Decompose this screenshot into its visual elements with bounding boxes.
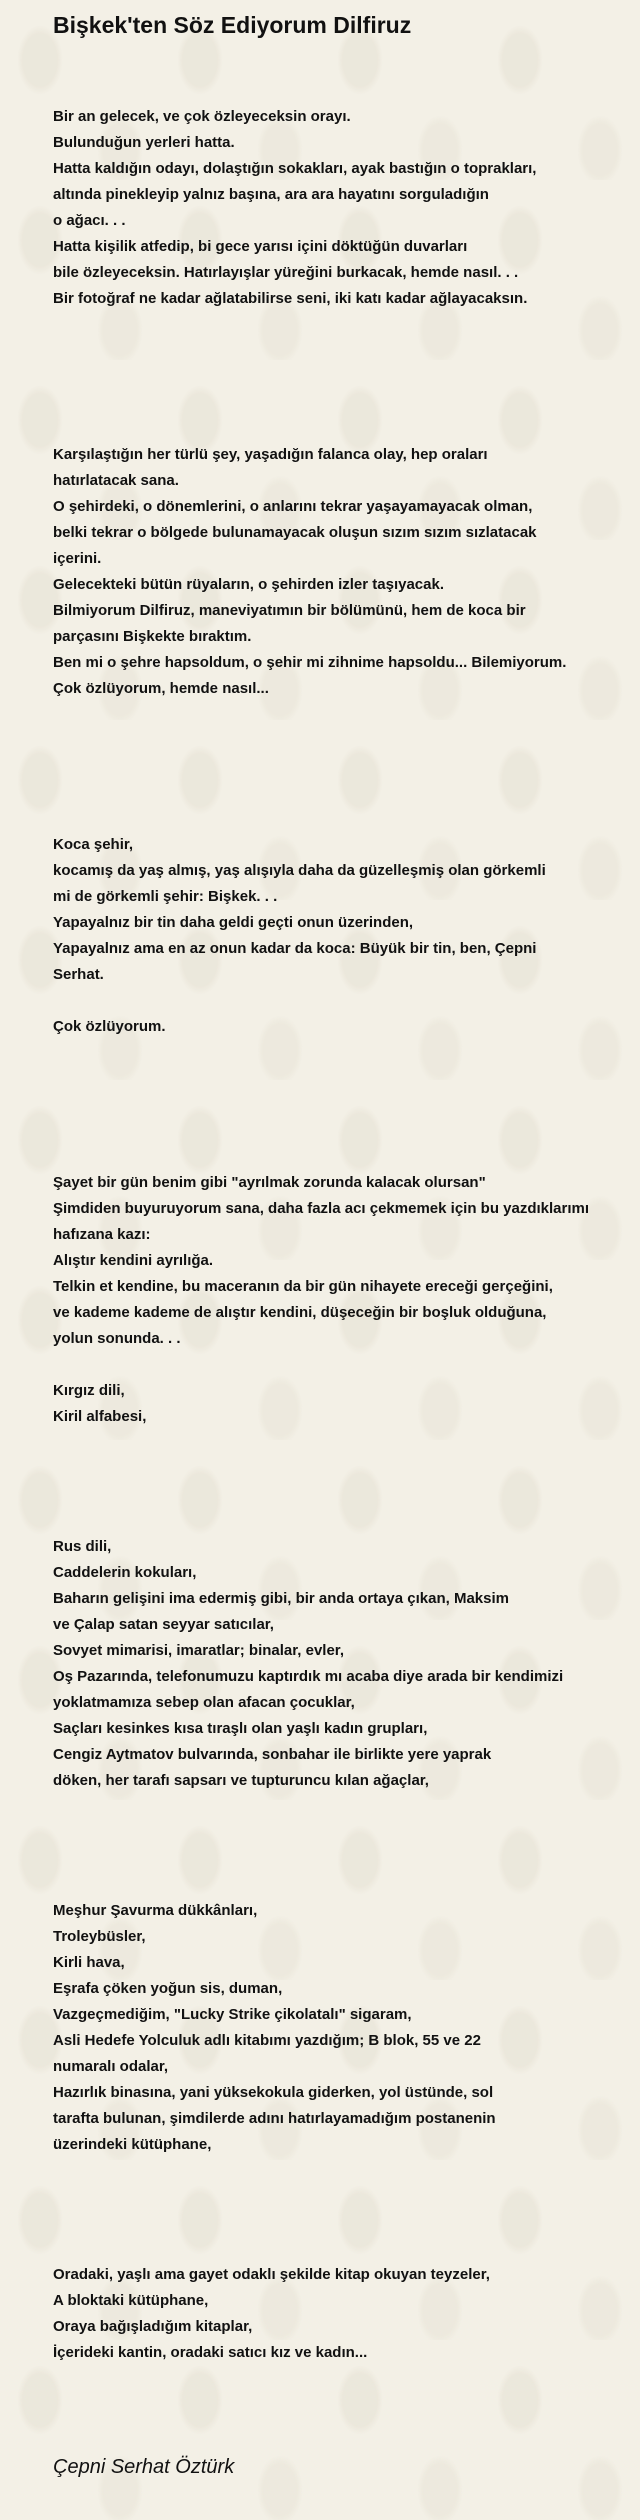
stanza-gap <box>53 1144 633 1170</box>
poem-line: yoklatmamıza sebep olan afacan çocuklar, <box>53 1694 355 1711</box>
stanza-gap <box>53 364 633 390</box>
stanza-gap <box>53 2210 633 2236</box>
poem-line: numaralı odalar, <box>53 2058 169 2075</box>
poem-line: İçerideki kantin, oradaki satıcı kız ve kadın... <box>53 2344 368 2361</box>
stanza-gap <box>53 2158 633 2184</box>
poem-line: Ben mi o şehre hapsoldum, o şehir mi zihnime hapsoldu... Bilemiyorum. <box>53 654 567 671</box>
stanza-gap <box>53 416 633 442</box>
poem-line: Şayet bir gün benim gibi "ayrılmak zorunda kalacak olursan" <box>53 1174 486 1191</box>
poem-line: kocamış da yaş almış, yaş alışıyla daha da güzelleşmiş olan görkemli <box>53 862 546 879</box>
poem-line: parçasını Bişkekte bıraktım. <box>53 628 252 645</box>
poem-line: Cengiz Aytmatov bulvarında, sonbahar ile birlikte yere yaprak <box>53 1746 492 1763</box>
poem-line: Alıştır kendini ayrılığa. <box>53 1252 214 1269</box>
stanza-gap <box>53 1430 633 1456</box>
stanza-gap <box>53 754 633 780</box>
stanza-gap <box>53 728 633 754</box>
poem-line: bile özleyeceksin. Hatırlayışlar yüreğini burkacak, hemde nasıl. . . <box>53 264 519 281</box>
stanza-gap <box>53 1820 633 1846</box>
poem-line: ve Çalap satan seyyar satıcılar, <box>53 1616 274 1633</box>
stanza-gap <box>53 1118 633 1144</box>
poem-line: Yapayalnız ama en az onun kadar da koca: Büyük bir tin, ben, Çepni <box>53 940 537 957</box>
poem-line: Eşrafa çöken yoğun sis, duman, <box>53 1980 283 1997</box>
stanza-gap <box>53 1040 633 1066</box>
stanza-gap <box>53 1482 633 1508</box>
poem-author: Çepni Serhat Öztürk <box>53 2456 235 2478</box>
stanza-gap <box>53 1092 633 1118</box>
poem-line: Hazırlık binasına, yani yüksekokula giderken, yol üstünde, sol <box>53 2084 494 2101</box>
poem-line: Bir an gelecek, ve çok özleyeceksin orayı. <box>53 108 351 125</box>
poem-line: içerini. <box>53 550 102 567</box>
poem-line: Çok özlüyorum, hemde nasıl... <box>53 680 269 697</box>
poem-line: yolun sonunda. . . <box>53 1330 181 1347</box>
poem-line: Kirli hava, <box>53 1954 125 1971</box>
stanza-gap <box>53 312 633 338</box>
poem-line: Baharın gelişini ima edermiş gibi, bir anda ortaya çıkan, Maksim <box>53 1590 509 1607</box>
poem-line: Telkin et kendine, bu maceranın da bir gün nihayete ereceği gerçeğini, <box>53 1278 553 1295</box>
poem-line: altında pinekleyip yalnız başına, ara ara hayatını sorguladığın <box>53 186 489 203</box>
stanza-gap <box>53 1456 633 1482</box>
poem-line: Sovyet mimarisi, imaratlar; binalar, evler, <box>53 1642 344 1659</box>
poem-line: Yapayalnız bir tin daha geldi geçti onun üzerinden, <box>53 914 414 931</box>
poem-line: Gelecekteki bütün rüyaların, o şehirden izler taşıyacak. <box>53 576 444 593</box>
poem-line: Asli Hedefe Yolculuk adlı kitabımı yazdığım; B blok, 55 ve 22 <box>53 2032 481 2049</box>
stanza-gap <box>53 1846 633 1872</box>
stanza-gap <box>53 2184 633 2210</box>
poem-line: Hatta kişilik atfedip, bi gece yarısı içini döktüğün duvarları <box>53 238 468 255</box>
stanza-gap <box>53 806 633 832</box>
poem-line: Caddelerin kokuları, <box>53 1564 197 1581</box>
stanza-gap <box>53 2236 633 2262</box>
poem-line: Saçları kesinkes kısa tıraşlı olan yaşlı kadın grupları, <box>53 1720 428 1737</box>
poem-line: Bilmiyorum Dilfiruz, maneviyatımın bir bölümünü, hem de koca bir <box>53 602 526 619</box>
poem-line: belki tekrar o bölgede bulunamayacak oluşun sızım sızım sızlatacak <box>53 524 537 541</box>
stanza-gap <box>53 702 633 728</box>
poem-line: Kırgız dili, <box>53 1382 125 1399</box>
poem-line: Karşılaştığın her türlü şey, yaşadığın falanca olay, hep oraları <box>53 446 488 463</box>
poem-line: Koca şehir, <box>53 836 134 853</box>
poem-line: ve kademe kademe de alıştır kendini, düşeceğin bir boşluk olduğuna, <box>53 1304 547 1321</box>
poem-line: döken, her tarafı sapsarı ve tupturuncu kılan ağaçlar, <box>53 1772 429 1789</box>
poem-line: Şimdiden buyuruyorum sana, daha fazla acı çekmemek için bu yazdıklarımı <box>53 1200 590 1217</box>
poem-line: O şehirdeki, o dönemlerini, o anlarını tekrar yaşayamayacak olman, <box>53 498 533 515</box>
poem-body <box>53 104 633 2366</box>
stanza-gap <box>53 1066 633 1092</box>
poem-title: Bişkek'ten Söz Ediyorum Dilfiruz <box>53 12 412 38</box>
stanza-gap <box>53 1352 633 1378</box>
poem-line: Bir fotoğraf ne kadar ağlatabilirse seni, iki katı kadar ağlayacaksın. <box>53 290 528 307</box>
stanza-gap <box>53 1872 633 1898</box>
poem-line: Bulunduğun yerleri hatta. <box>53 134 235 151</box>
poem-line: o ağacı. . . <box>53 212 126 229</box>
poem-line: Çok özlüyorum. <box>53 1018 166 1035</box>
poem-line: Meşhur Şavurma dükkânları, <box>53 1902 258 1919</box>
stanza-gap <box>53 1794 633 1820</box>
poem-line: Kiril alfabesi, <box>53 1408 147 1425</box>
stanza-gap <box>53 1508 633 1534</box>
stanza-gap <box>53 988 633 1014</box>
poem-line: A bloktaki kütüphane, <box>53 2292 209 2309</box>
poem-line: hatırlatacak sana. <box>53 472 179 489</box>
poem-line: hafızana kazı: <box>53 1226 151 1243</box>
poem-line: Troleybüsler, <box>53 1928 146 1945</box>
poem-line: mi de görkemli şehir: Bişkek. . . <box>53 888 278 905</box>
poem-line: Vazgeçmediğim, "Lucky Strike çikolatalı" sigaram, <box>53 2006 412 2023</box>
stanza-gap <box>53 780 633 806</box>
poem-line: Oradaki, yaşlı ama gayet odaklı şekilde kitap okuyan teyzeler, <box>53 2266 490 2283</box>
poem-line: Oraya bağışladığım kitaplar, <box>53 2318 253 2335</box>
poem-line: Hatta kaldığın odayı, dolaştığın sokakları, ayak bastığın o toprakları, <box>53 160 537 177</box>
stanza-gap <box>53 390 633 416</box>
poem-line: tarafta bulunan, şimdilerde adını hatırlayamadığım postanenin <box>53 2110 496 2127</box>
stanza-gap <box>53 338 633 364</box>
poem-line: Oş Pazarında, telefonumuzu kaptırdık mı acaba diye arada bir kendimizi <box>53 1668 564 1685</box>
poem-line: üzerindeki kütüphane, <box>53 2136 212 2153</box>
poem-line: Rus dili, <box>53 1538 112 1555</box>
poem-line: Serhat. <box>53 966 104 983</box>
